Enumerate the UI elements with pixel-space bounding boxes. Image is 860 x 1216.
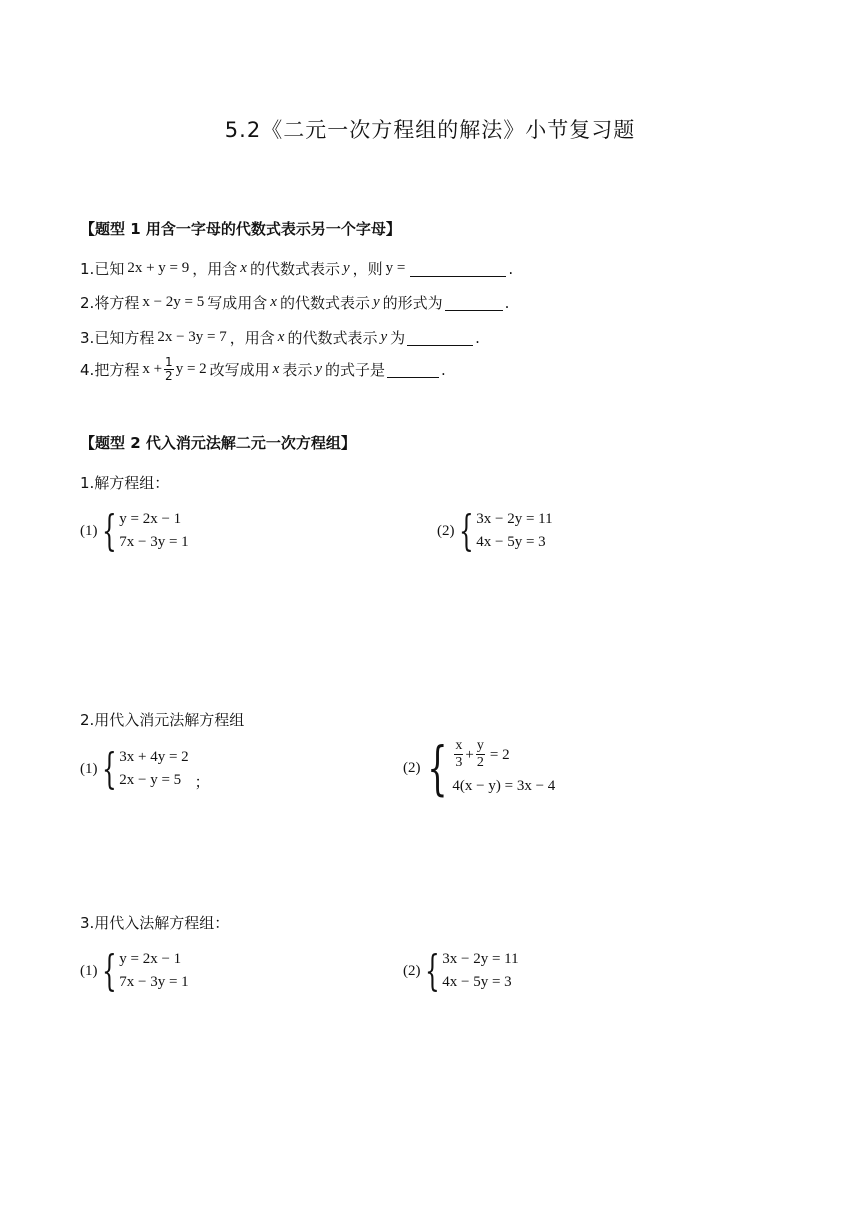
fraction-numerator: x — [455, 738, 463, 753]
equation: 3x − 2y = 11 — [476, 511, 553, 527]
variable-x: x — [270, 294, 277, 310]
section-heading-2: 【题型 2 代入消元法解二元一次方程组】 — [80, 434, 356, 452]
equation-system — [437, 508, 553, 554]
question-text: 改写成用 — [209, 361, 270, 379]
question-1-4 — [80, 356, 446, 383]
variable-x: x — [277, 329, 285, 345]
brace-icon: { — [101, 506, 117, 555]
sub-question-label: (1) — [80, 962, 98, 979]
question-text: ，则 — [352, 260, 383, 278]
variable-x: x — [272, 361, 280, 377]
equation-part: x + — [142, 361, 163, 377]
equation — [452, 738, 555, 771]
period: . — [475, 328, 480, 347]
equation: y = — [385, 260, 406, 276]
period: . — [441, 360, 446, 379]
question-text: ，用含 — [192, 260, 238, 278]
variable-y: y — [372, 294, 380, 310]
question-text: 的代数式表示 — [249, 260, 340, 278]
fraction-numerator: 1 — [165, 355, 173, 369]
brace-icon: { — [426, 734, 448, 802]
sub-question-label: (2) — [403, 759, 421, 776]
equation: 2x + y = 9 — [127, 260, 190, 276]
equation: 2x − y = 5 — [119, 772, 182, 788]
variable-x: x — [240, 260, 247, 276]
brace-icon: { — [101, 946, 117, 995]
period: . — [508, 259, 514, 278]
problem-2-3-label: 3.用代入法解方程组： — [80, 914, 230, 932]
problem-2-1-label: 1.解方程组： — [80, 474, 170, 492]
equation-system — [403, 734, 556, 802]
question-text: 已知方程 — [94, 329, 155, 347]
equation: 7x − 3y = 1 — [119, 534, 189, 550]
question-text: 将方程 — [94, 294, 140, 312]
fraction-denominator: 3 — [455, 755, 463, 770]
fraction-denominator: 2 — [476, 755, 484, 770]
question-text: ，用含 — [229, 329, 275, 347]
question-text: 的式子是 — [325, 361, 386, 379]
question-1-1 — [80, 258, 513, 279]
equation-system — [80, 508, 189, 554]
variable-y: y — [380, 329, 388, 345]
page-title: 5.2《二元一次方程组的解法》小节复习题 — [224, 118, 636, 142]
answer-blank[interactable] — [445, 295, 503, 311]
equation-part: y = 2 — [175, 361, 207, 377]
equation: 4(x − y) = 3x − 4 — [452, 778, 556, 794]
equation-system — [80, 948, 189, 994]
equation: y = 2x − 1 — [119, 511, 182, 527]
equation: x − 2y = 5 — [142, 294, 205, 310]
question-number: 2. — [80, 293, 95, 312]
fraction-denominator: 2 — [165, 369, 173, 383]
equation-system — [403, 948, 519, 994]
equation: 4x − 5y = 3 — [476, 534, 546, 550]
equation: y = 2x − 1 — [119, 951, 182, 967]
brace-icon: { — [101, 744, 117, 793]
question-1-2 — [80, 292, 509, 313]
question-text: 表示 — [282, 361, 313, 379]
problem-2-2-label: 2.用代入消元法解方程组 — [80, 711, 245, 729]
question-1-3 — [80, 327, 480, 348]
question-number: 3. — [80, 328, 95, 347]
question-text: 为 — [390, 329, 406, 347]
equation: 3x + 4y = 2 — [119, 749, 189, 765]
question-text: 的代数式表示 — [287, 329, 378, 347]
question-number: 1. — [80, 259, 95, 278]
brace-icon: { — [458, 506, 474, 555]
brace-icon: { — [424, 946, 440, 995]
fraction — [476, 738, 485, 771]
question-text: 的代数式表示 — [279, 294, 370, 312]
question-text: 把方程 — [94, 361, 140, 379]
sub-question-label: (1) — [80, 522, 98, 539]
question-text: 的形式为 — [382, 294, 443, 312]
question-text: 已知 — [94, 260, 125, 278]
semicolon: ； — [194, 773, 210, 791]
answer-blank[interactable] — [387, 362, 439, 378]
answer-blank[interactable] — [410, 261, 506, 277]
sub-question-label: (2) — [403, 962, 421, 979]
equation: 4x − 5y = 3 — [442, 974, 512, 990]
plus-sign: + — [465, 746, 474, 763]
section-heading-1: 【题型 1 用含一字母的代数式表示另一个字母】 — [80, 220, 401, 238]
variable-y: y — [342, 260, 350, 276]
fraction — [164, 356, 174, 383]
equation: 3x − 2y = 11 — [442, 951, 519, 967]
question-number: 4. — [80, 360, 95, 379]
equation-system — [80, 746, 210, 792]
variable-y: y — [315, 361, 323, 377]
question-text: 写成用含 — [207, 294, 268, 312]
equation: 2x − 3y = 7 — [157, 329, 227, 345]
equation-part: = 2 — [489, 746, 510, 763]
period: . — [504, 293, 510, 312]
sub-question-label: (2) — [437, 522, 455, 539]
sub-question-label: (1) — [80, 760, 98, 777]
answer-blank[interactable] — [407, 330, 473, 346]
fraction-numerator: y — [476, 738, 484, 753]
equation: 7x − 3y = 1 — [119, 974, 189, 990]
fraction — [454, 738, 463, 771]
